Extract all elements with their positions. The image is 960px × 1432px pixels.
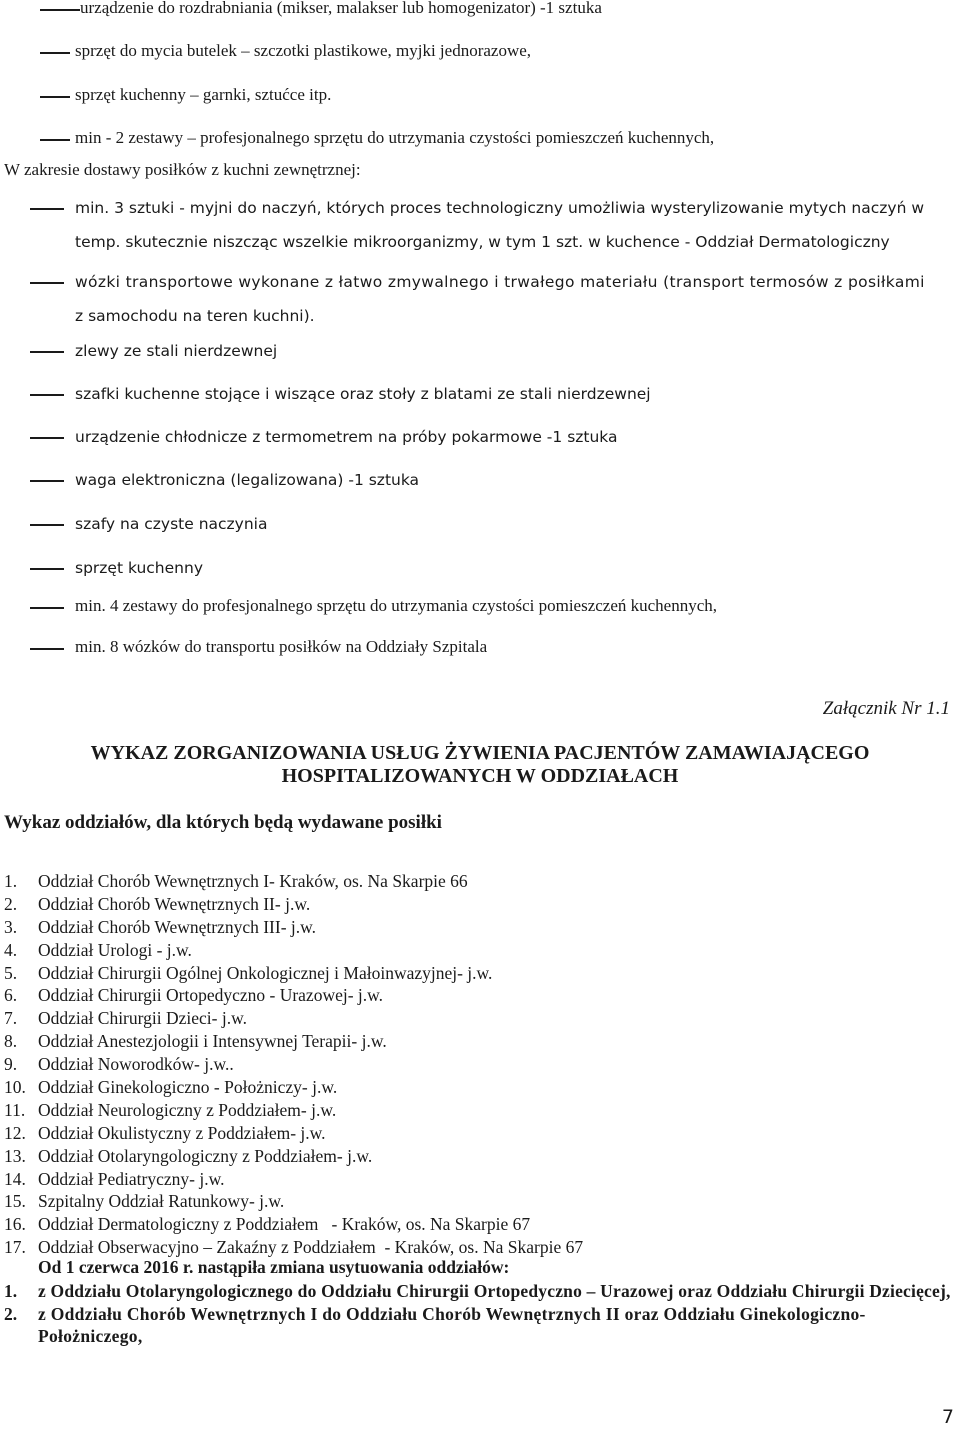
item-number: 5. (4, 962, 18, 983)
list-item-text: min. 8 wózków do transportu posiłków na Oddziały Szpitala (75, 637, 488, 656)
item-number: 3. (4, 916, 18, 937)
item-text: Oddział Dermatologiczny z Poddziałem - Kraków, os. Na Skarpie 67 (38, 1214, 531, 1235)
item-number: 6. (4, 985, 18, 1006)
item-text: Oddział Anestezjologii i Intensywnej Terapii- j.w. (38, 1031, 387, 1052)
dash-bullet (40, 9, 80, 11)
dash-bullet (40, 139, 70, 141)
dash-bullet (30, 394, 64, 396)
item-number: 1. (4, 871, 18, 891)
item-number: 1. (4, 1281, 18, 1301)
change-heading: Od 1 czerwca 2016 r. nastąpiła zmiana usytuowania oddziałów: (38, 1257, 510, 1277)
item-number: 2. (4, 893, 18, 914)
list-item-text: urządzenie do rozdrabniania (mikser, malakser lub homogenizator) -1 sztuka (80, 0, 602, 17)
list-heading: Wykaz oddziałów, dla których będą wydawane posiłki (4, 812, 442, 833)
item-number: 4. (4, 939, 18, 960)
page-title-line2: HOSPITALIZOWANYCH W ODDZIAŁACH (281, 765, 679, 787)
item-number: 14. (4, 1168, 26, 1189)
item-number: 13. (4, 1145, 26, 1166)
item-number: 12. (4, 1122, 26, 1143)
dash-bullet (30, 351, 64, 353)
item-number: 7. (4, 1008, 18, 1029)
list-item-text: min. 3 sztuki - myjni do naczyń, których proces technologiczny umożliwia wysterylizowanie mytych naczyń w (75, 199, 925, 217)
list-item (0, 1303, 960, 1348)
changes-list (0, 1280, 960, 1348)
item-text: z Oddziału Otolaryngologicznego do Oddziału Chirurgii Ortopedyczno – Urazowej oraz Oddziału Chirurgii Dziecięcej, (38, 1281, 951, 1301)
dash-bullet (30, 208, 64, 210)
list-item-text: waga elektroniczna (legalizowana) -1 sztuka (75, 471, 420, 489)
item-text: Oddział Chirurgii Dzieci- j.w. (38, 1008, 247, 1029)
dash-bullet (30, 607, 64, 609)
list-item-text: temp. skutecznie niszcząc wszelkie mikroorganizmy, w tym 1 szt. w kuchence - Oddział Dermatologiczny (75, 233, 890, 251)
list-item-text: zlewy ze stali nierdzewnej (75, 342, 278, 360)
item-number: 9. (4, 1054, 18, 1075)
item-text: Oddział Okulistyczny z Poddziałem- j.w. (38, 1122, 326, 1143)
dash-bullet (30, 437, 64, 439)
item-text: Oddział Chorób Wewnętrznych I- Kraków, os. Na Skarpie 66 (38, 871, 468, 891)
item-text: Oddział Chirurgii Ortopedyczno - Urazowej- j.w. (38, 985, 384, 1006)
list-item-text: z samochodu na teren kuchni). (75, 307, 315, 325)
list-item (0, 1280, 960, 1303)
list-item-text: min - 2 zestawy – profesjonalnego sprzętu do utrzymania czystości pomieszczeń kuchennych, (75, 128, 715, 147)
item-text: Oddział Chirurgii Ogólnej Onkologicznej i Małoinwazyjnej- j.w. (38, 962, 493, 983)
item-text: Szpitalny Oddział Ratunkowy- j.w. (38, 1191, 285, 1212)
page-title: WYKAZ ZORGANIZOWANIA USŁUG ŻYWIENIA PACJENTÓW ZAMAWIAJĄCEGO (90, 742, 870, 764)
item-number: 10. (4, 1077, 26, 1098)
item-number: 16. (4, 1214, 26, 1235)
item-text: Oddział Ginekologiczno - Położniczy- j.w. (38, 1077, 338, 1098)
dash-bullet (40, 96, 70, 98)
list-item-text: min. 4 zestawy do profesjonalnego sprzętu do utrzymania czystości pomieszczeń kuchennych, (75, 596, 718, 615)
dash-bullet (30, 524, 64, 526)
list-item-text: sprzęt kuchenny (75, 559, 203, 577)
dash-bullet (30, 480, 64, 482)
item-text: Oddział Chorób Wewnętrznych II- j.w. (38, 893, 311, 914)
item-text: Oddział Neurologiczny z Poddziałem- j.w. (38, 1099, 337, 1120)
dash-bullet (30, 282, 64, 284)
page-number: 7 (941, 1406, 954, 1428)
external-intro: W zakresie dostawy posiłków z kuchni zewnętrznej: (4, 160, 361, 179)
dash-bullet (40, 52, 70, 54)
item-text: Oddział Pediatryczny- j.w. (38, 1168, 225, 1189)
item-text: Oddział Urologi - j.w. (38, 939, 192, 960)
item-number: 8. (4, 1031, 18, 1052)
dash-bullet (30, 648, 64, 650)
item-number: 17. (4, 1237, 26, 1258)
list-item-text: sprzęt kuchenny – garnki, sztućce itp. (75, 85, 332, 104)
dash-bullet (30, 568, 64, 570)
list-item-text: urządzenie chłodnicze z termometrem na próby pokarmowe -1 sztuka (75, 428, 618, 446)
item-number: 15. (4, 1191, 26, 1212)
item-text: Oddział Obserwacyjno – Zakaźny z Poddziałem - Kraków, os. Na Skarpie 67 (38, 1237, 584, 1258)
list-item-text: sprzęt do mycia butelek – szczotki plastikowe, myjki jednorazowe, (75, 41, 532, 60)
attachment-label: Załącznik Nr 1.1 (822, 698, 950, 719)
item-number: 2. (4, 1303, 18, 1324)
item-text: z Oddziału Chorób Wewnętrznych I do Oddziału Chorób Wewnętrznych II oraz Oddziału Ginekologiczno-Położniczego, (38, 1303, 866, 1346)
item-text: Oddział Chorób Wewnętrznych III- j.w. (38, 916, 317, 937)
list-item-text: wózki transportowe wykonane z łatwo zmywalnego i trwałego materiału (transport termosów z posiłkami (75, 273, 925, 291)
item-text: Oddział Otolaryngologiczny z Poddziałem- j.w. (38, 1145, 373, 1166)
list-item-text: szafki kuchenne stojące i wiszące oraz stoły z blatami ze stali nierdzewnej (75, 385, 651, 403)
list-item-text: szafy na czyste naczynia (75, 515, 268, 533)
item-number: 11. (4, 1099, 26, 1120)
item-text: Oddział Noworodków- j.w.. (38, 1054, 234, 1075)
